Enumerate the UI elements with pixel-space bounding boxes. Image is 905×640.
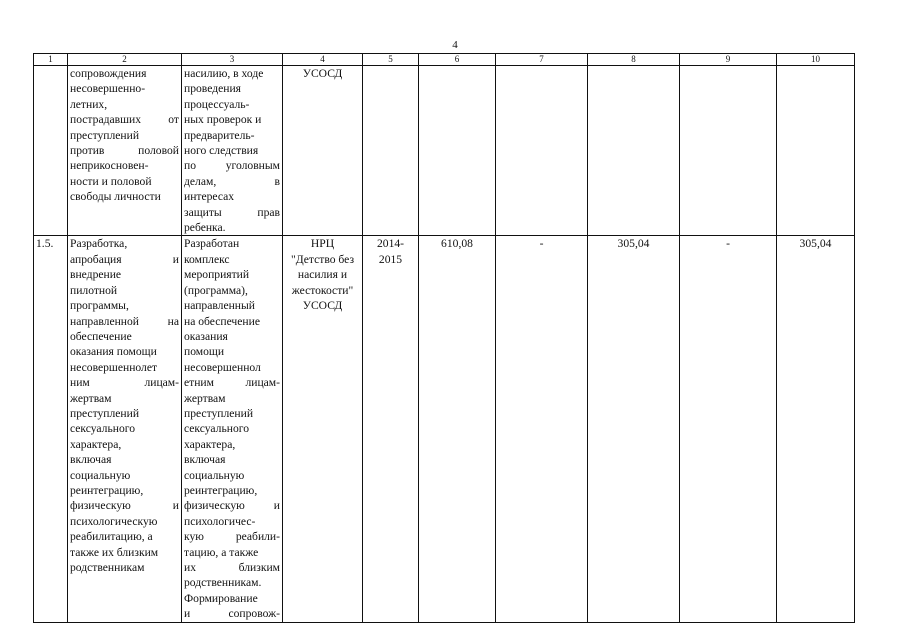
column-header: 8 [588, 54, 680, 66]
text-line: Разработка, [70, 237, 128, 251]
row-number-cell: 1.5. [34, 236, 68, 622]
text-line: жестокости" [291, 283, 354, 297]
period-cell [363, 66, 419, 236]
text-line: Формирование [184, 591, 258, 605]
text-line: преступлений [70, 128, 140, 142]
text-line: характера, [70, 437, 122, 451]
text-line: оказания помощи [70, 345, 157, 359]
total-cell: 610,08 [419, 236, 496, 622]
text-line: сексуального [70, 422, 135, 436]
text-word: етним [184, 376, 214, 390]
text-line: несовершеннолет [70, 360, 158, 374]
text-line: помощи [184, 345, 225, 359]
text-line: социальную [184, 468, 245, 482]
text-line: насилия и [297, 268, 348, 282]
text-line: УСОСД [302, 67, 343, 80]
column-header: 2 [68, 54, 182, 66]
text-line: внедрение [70, 268, 122, 282]
text-word: и [172, 252, 179, 266]
text-line: летних, [70, 97, 108, 111]
text-line: несовершенно- [70, 82, 146, 96]
text-line: 2015 [378, 252, 403, 266]
text-word: в [274, 174, 280, 188]
text-line: насилию, в ходе [184, 67, 264, 80]
text-word: и [184, 607, 191, 621]
funding-cell: 305,04 [777, 236, 855, 622]
executor-cell [283, 236, 363, 622]
text-line [70, 143, 179, 158]
column-header: 9 [680, 54, 777, 66]
total-cell [419, 66, 496, 236]
funding-cell: 305,04 [588, 236, 680, 622]
text-line: направленный [184, 299, 256, 313]
text-line: пилотной [70, 283, 118, 297]
column-header: 6 [419, 54, 496, 66]
text-line: интересах [184, 190, 235, 204]
expected-result-cell [182, 236, 283, 622]
text-word: пострадавших [70, 113, 142, 127]
text-line: ных проверок и [184, 113, 262, 127]
text-line: программы, [70, 299, 129, 313]
text-line: "Детство без [290, 252, 355, 266]
text-line: неприкосновен- [70, 159, 149, 173]
executor-cell [283, 66, 363, 236]
text-line: психологическую [70, 514, 158, 528]
text-line: ребенка. [184, 221, 226, 235]
funding-cell [777, 66, 855, 236]
text-line: тацию, а также [184, 545, 259, 559]
funding-cell: - [496, 236, 588, 622]
column-number-row [34, 54, 855, 66]
text-line: преступлений [70, 406, 140, 420]
text-line [184, 205, 280, 220]
text-word: сопровож- [228, 607, 280, 621]
text-word: ним [70, 376, 90, 390]
funding-cell [588, 66, 680, 236]
column-header: 7 [496, 54, 588, 66]
text-line: жертвам [184, 391, 226, 405]
text-word: и [172, 499, 179, 513]
text-line [184, 498, 280, 513]
text-word: от [168, 113, 179, 127]
text-word: кую [184, 530, 204, 544]
table-row-1-5 [34, 236, 855, 622]
text-word: на [167, 314, 179, 328]
text-line: проведения [184, 82, 241, 96]
text-line: включая [184, 453, 226, 467]
funding-cell [680, 66, 777, 236]
text-line: комплекс [184, 252, 230, 266]
text-word: прав [257, 205, 280, 219]
page-number: 4 [452, 39, 458, 51]
text-line: психологичес- [184, 514, 256, 528]
measure-name-cell [68, 66, 182, 236]
text-line [70, 375, 179, 390]
text-line [184, 560, 280, 575]
text-word: лицам- [144, 376, 179, 390]
text-line: на обеспечение [184, 314, 260, 328]
text-line: УСОСД [302, 299, 343, 313]
text-line: реинтеграцию, [184, 483, 258, 497]
text-word: половой [138, 144, 179, 158]
text-line [70, 314, 179, 329]
table-row-continued [34, 66, 855, 236]
text-line [184, 529, 280, 544]
text-line: сопровождения [70, 67, 147, 80]
text-line: оказания [184, 329, 228, 343]
text-word: и [273, 499, 280, 513]
text-word: физическую [184, 499, 245, 513]
column-header: 5 [363, 54, 419, 66]
text-line: свободы личности [70, 190, 161, 204]
text-word: реабили- [235, 530, 280, 544]
funding-cell: - [680, 236, 777, 622]
text-word: лицам- [245, 376, 280, 390]
row-number-cell [34, 66, 68, 236]
text-word: физическую [70, 499, 131, 513]
text-line [70, 498, 179, 513]
text-line: включая [70, 453, 112, 467]
text-line: реабилитацию, а [70, 530, 153, 544]
funding-cell [496, 66, 588, 236]
text-line: родственникам. [184, 576, 262, 590]
document-table [33, 53, 855, 623]
text-line: несовершеннол [184, 360, 261, 374]
text-line: мероприятий [184, 268, 250, 282]
column-header: 4 [283, 54, 363, 66]
text-word: делам, [184, 174, 217, 188]
text-word: против [70, 144, 105, 158]
text-line [70, 252, 179, 267]
text-line: жертвам [70, 391, 112, 405]
text-word: близким [238, 561, 280, 574]
text-line: обеспечение [70, 329, 132, 343]
expected-result-cell [182, 66, 283, 236]
text-line: Разработан [184, 237, 240, 251]
text-word: по [184, 159, 197, 173]
text-word: апробация [70, 252, 122, 266]
text-line: родственникам [70, 561, 145, 574]
text-line: ного следствия [184, 144, 259, 158]
period-cell [363, 236, 419, 622]
text-word: уголовным [225, 159, 280, 173]
text-line: сексуального [184, 422, 249, 436]
text-line: также их близким [70, 545, 159, 559]
text-line [70, 112, 179, 127]
text-line [184, 158, 280, 173]
text-line [184, 174, 280, 189]
text-word: защиты [184, 205, 222, 219]
text-word: их [184, 561, 197, 574]
text-line [184, 375, 280, 390]
measure-name-cell [68, 236, 182, 622]
column-header: 1 [34, 54, 68, 66]
text-word: направленной [70, 314, 140, 328]
text-line: (программа), [184, 283, 248, 297]
text-line: ности и половой [70, 174, 152, 188]
text-line: реинтеграцию, [70, 483, 144, 497]
text-line: процессуаль- [184, 97, 250, 111]
text-line [184, 606, 280, 621]
text-line: НРЦ [310, 237, 335, 251]
column-header: 3 [182, 54, 283, 66]
text-line: характера, [184, 437, 236, 451]
text-line: предваритель- [184, 128, 255, 142]
text-line: социальную [70, 468, 131, 482]
column-header: 10 [777, 54, 855, 66]
text-line: 2014- [376, 237, 405, 251]
text-line: преступлений [184, 406, 254, 420]
